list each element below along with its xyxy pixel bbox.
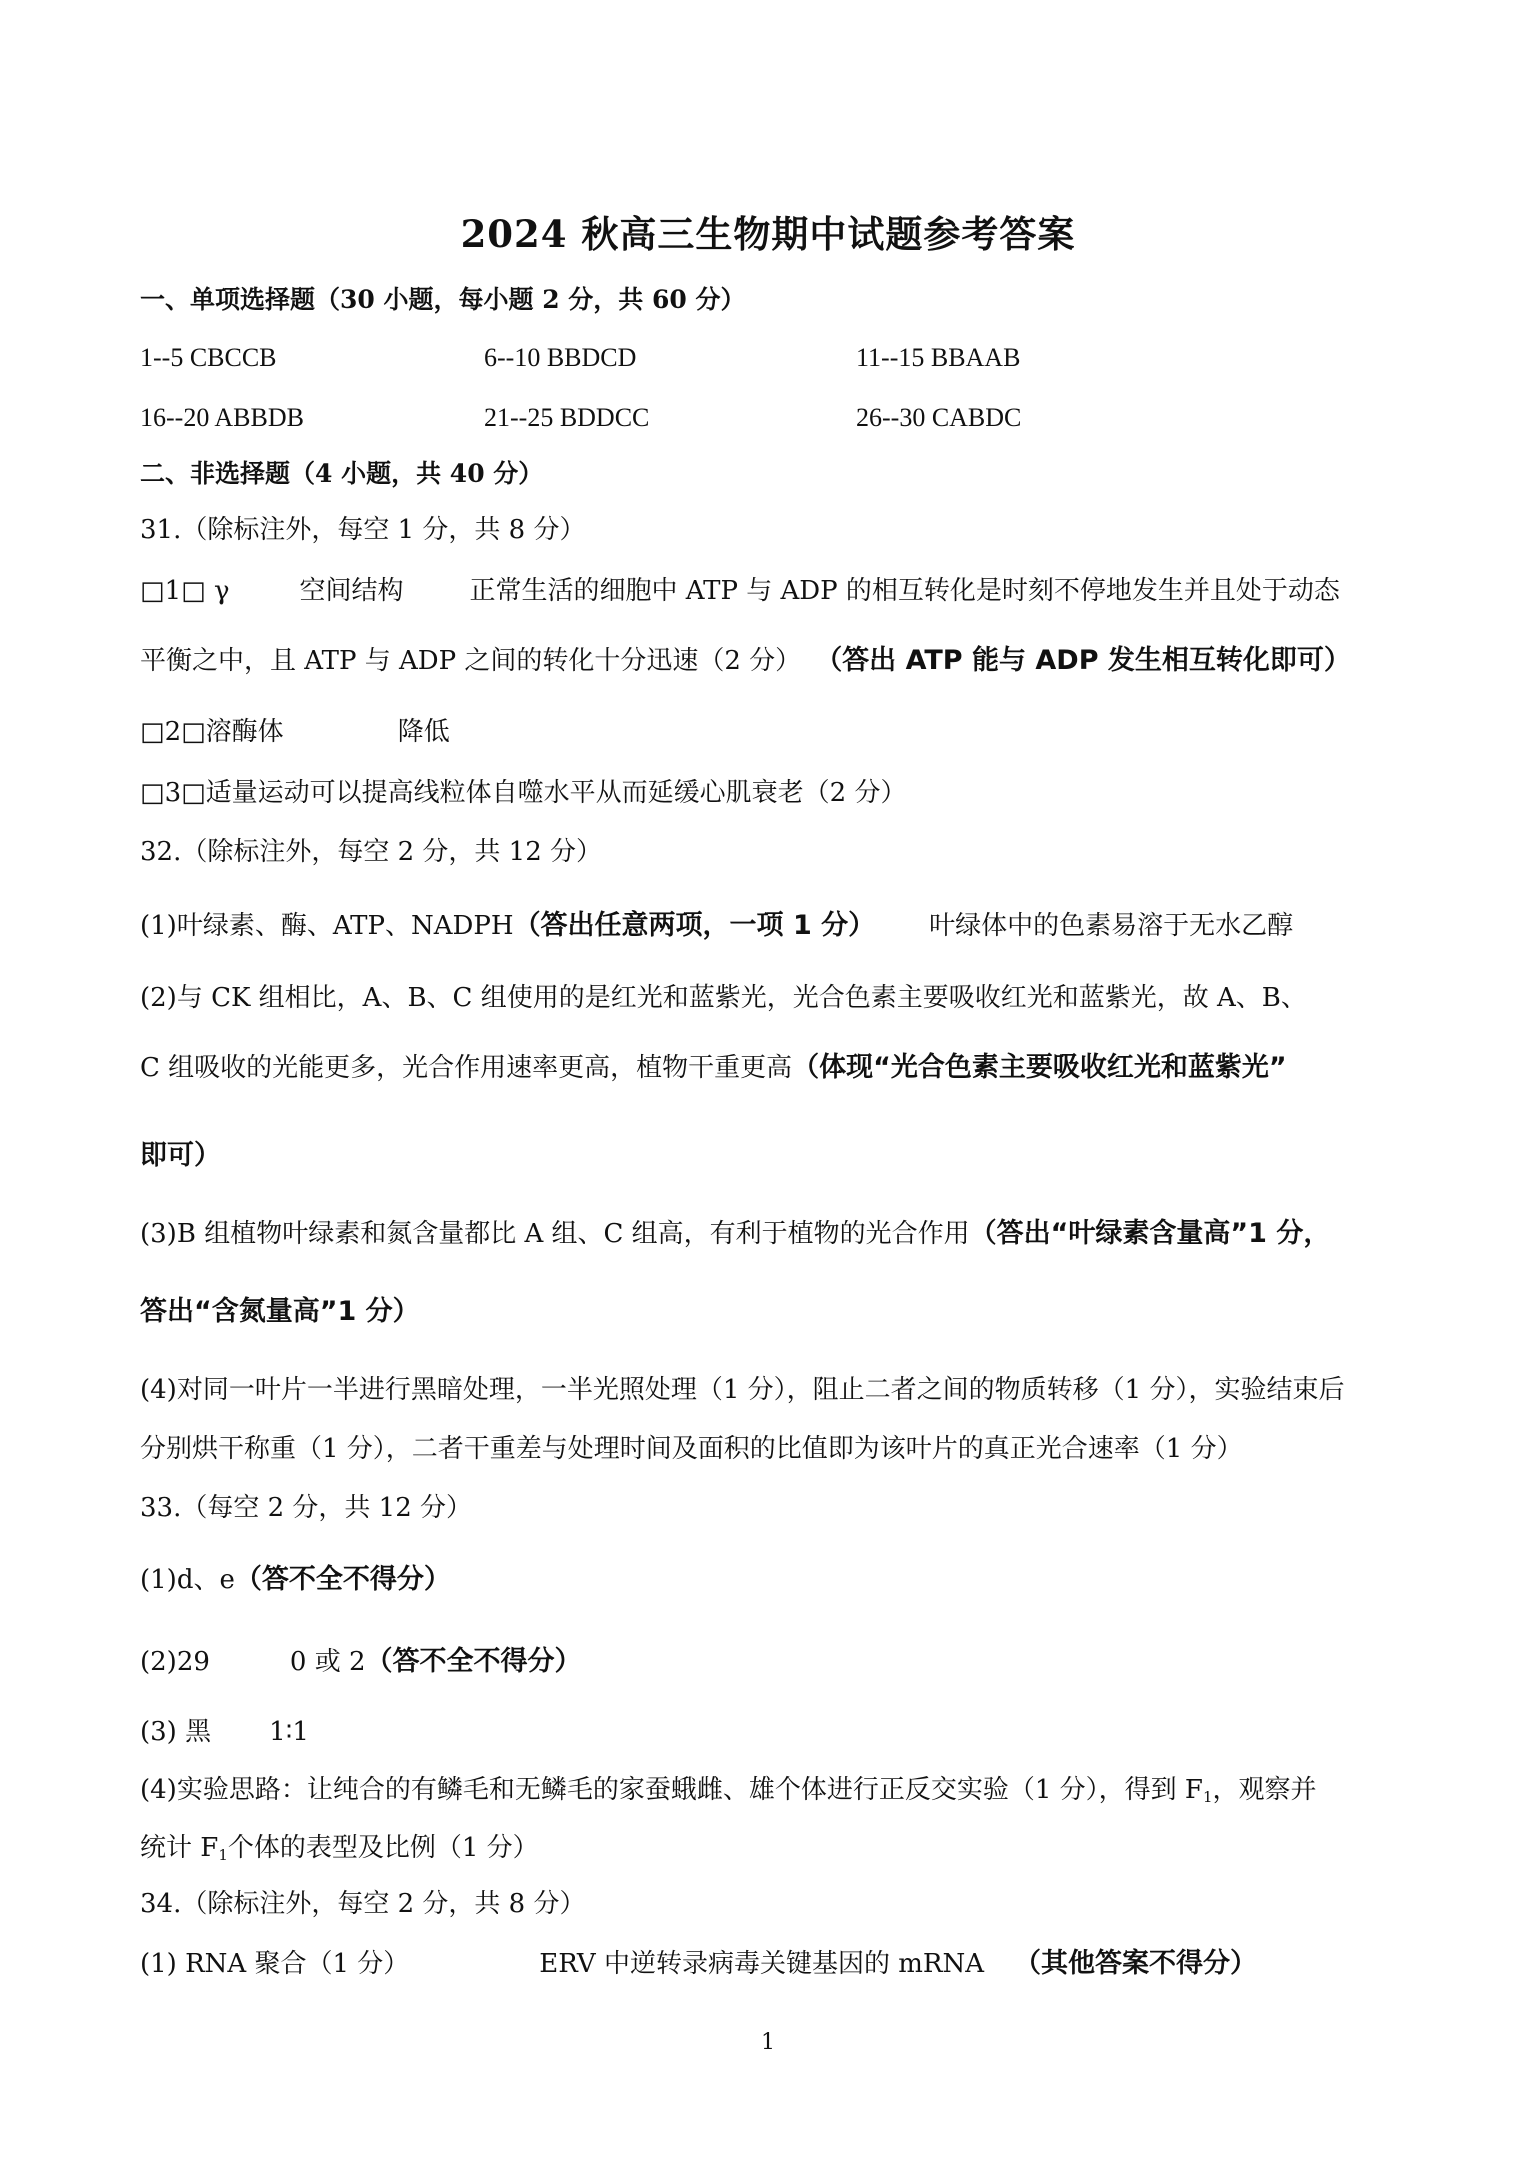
page-number: 1 bbox=[761, 2030, 775, 2055]
q32-part2-line2 bbox=[140, 1050, 1406, 1086]
q31-p1-answer-c: 正常生活的细胞中 ATP 与 ADP 的相互转化是时刻不停地发生并且处于动态 bbox=[469, 576, 1340, 606]
q32-part4-line1: (4)对同一叶片一半进行黑暗处理，一半光照处理（1 分），阻止二者之间的物质转移（1 分），实验结束后 bbox=[140, 1375, 1345, 1405]
q31-p1-grading-note: （答出 ATP 能与 ADP 发生相互转化即可） bbox=[815, 645, 1351, 676]
q32-part1 bbox=[140, 908, 1406, 944]
q31-part1-line1 bbox=[140, 573, 1406, 609]
mc-answer-group: 11--15 BBAAB bbox=[856, 343, 1021, 372]
q34-p1-answer-a: (1) RNA 聚合（1 分） bbox=[140, 1949, 410, 1979]
mc-answer-group: 21--25 BDDCC bbox=[484, 403, 650, 432]
q33-p4-text-a: (4)实验思路：让纯合的有鳞毛和无鳞毛的家蚕蛾雌、雄个体进行正反交实验（1 分），得到 F bbox=[140, 1775, 1203, 1805]
q32-p2-answer: C 组吸收的光能更多，光合作用速率更高，植物干重更高 bbox=[140, 1053, 793, 1083]
q33-part3 bbox=[140, 1714, 1406, 1750]
q31-part1-line2 bbox=[140, 643, 1406, 679]
q32-part3-line2: 答出“含氮量高”1 分） bbox=[140, 1296, 420, 1327]
q34-part1 bbox=[140, 1946, 1406, 1982]
q31-p2-answer-b: 降低 bbox=[397, 717, 450, 747]
q33-part4-line2 bbox=[140, 1830, 1406, 1873]
q33-p4-text-a-end: ，观察并 bbox=[1212, 1775, 1317, 1805]
q32-part4-line2: 分别烘干称重（1 分），二者干重差与处理时间及面积的比值即为该叶片的真正光合速率（1 分） bbox=[140, 1434, 1243, 1464]
q33-p2-answer-b: 0 或 2 bbox=[289, 1647, 366, 1677]
q33-part1 bbox=[140, 1562, 1406, 1598]
q33-part2 bbox=[140, 1644, 1406, 1680]
q32-heading: 32.（除标注外，每空 2 分，共 12 分） bbox=[140, 837, 603, 867]
q31-p1-answer-a: □1□ γ bbox=[140, 576, 230, 606]
q31-heading: 31.（除标注外，每空 1 分，共 8 分） bbox=[140, 515, 586, 545]
q33-p4-text-b: 个体的表型及比例（1 分） bbox=[227, 1833, 539, 1863]
q33-p3-answer-b: 1∶1 bbox=[269, 1717, 309, 1747]
q32-p3-grading-note: （答出“叶绿素含量高”1 分， bbox=[969, 1218, 1331, 1249]
q31-p1-answer-b: 空间结构 bbox=[299, 576, 404, 606]
q33-p2-grading-note: （答不全不得分） bbox=[365, 1646, 582, 1677]
q32-p1-grading-note: （答出任意两项，一项 1 分） bbox=[513, 910, 876, 941]
mc-answer-group: 6--10 BBDCD bbox=[484, 343, 637, 372]
q32-p1-answer-b: 叶绿体中的色素易溶于无水乙醇 bbox=[929, 911, 1294, 941]
q32-part3-line1 bbox=[140, 1216, 1406, 1252]
q34-p1-grading-note: （其他答案不得分） bbox=[1013, 1948, 1257, 1979]
q32-part2-line1: (2)与 CK 组相比，A、B、C 组使用的是红光和蓝紫光，光合色素主要吸收红光和蓝紫光，故 A、B、 bbox=[140, 983, 1307, 1013]
q32-p2-grading-note: （体现“光合色素主要吸收红光和蓝紫光” bbox=[792, 1052, 1287, 1083]
q33-p1-answer: (1)d、e bbox=[140, 1565, 235, 1595]
q33-p1-grading-note: （答不全不得分） bbox=[234, 1564, 451, 1595]
q33-p4-text-b-pre: 统计 F bbox=[140, 1833, 219, 1863]
q31-part3: □3□适量运动可以提高线粒体自噬水平从而延缓心肌衰老（2 分） bbox=[140, 778, 907, 808]
q33-part4-line1 bbox=[140, 1772, 1406, 1815]
q34-heading: 34.（除标注外，每空 2 分，共 8 分） bbox=[140, 1889, 586, 1919]
mc-answer-group: 1--5 CBCCB bbox=[140, 343, 277, 372]
q33-p3-answer-a: (3) 黑 bbox=[140, 1717, 212, 1747]
q33-p2-answer-a: (2)29 bbox=[140, 1647, 210, 1677]
section2-heading: 二、非选择题（4 小题，共 40 分） bbox=[140, 459, 544, 488]
q33-p4-subscript: 1 bbox=[1202, 1788, 1213, 1806]
q33-p4-subscript: 1 bbox=[218, 1846, 228, 1864]
q32-p3-answer: (3)B 组植物叶绿素和氮含量都比 A 组、C 组高，有利于植物的光合作用 bbox=[140, 1219, 970, 1249]
q32-p1-answer-a: (1)叶绿素、酶、ATP、NADPH bbox=[140, 911, 514, 941]
q31-p2-answer-a: □2□溶酶体 bbox=[140, 717, 284, 747]
q33-heading: 33.（每空 2 分，共 12 分） bbox=[140, 1493, 473, 1523]
q34-p1-answer-b: ERV 中逆转录病毒关键基因的 mRNA bbox=[539, 1949, 984, 1979]
q32-part2-line3: 即可） bbox=[140, 1140, 221, 1171]
section1-heading: 一、单项选择题（30 小题，每小题 2 分，共 60 分） bbox=[140, 285, 746, 314]
mc-answer-group: 16--20 ABBDB bbox=[140, 403, 304, 432]
mc-answer-group: 26--30 CABDC bbox=[856, 403, 1022, 432]
document-title: 2024 秋高三生物期中试题参考答案 bbox=[460, 212, 1076, 256]
q31-p1-answer-d: 平衡之中，且 ATP 与 ADP 之间的转化十分迅速（2 分） bbox=[140, 646, 802, 676]
q31-part2 bbox=[140, 714, 1406, 750]
